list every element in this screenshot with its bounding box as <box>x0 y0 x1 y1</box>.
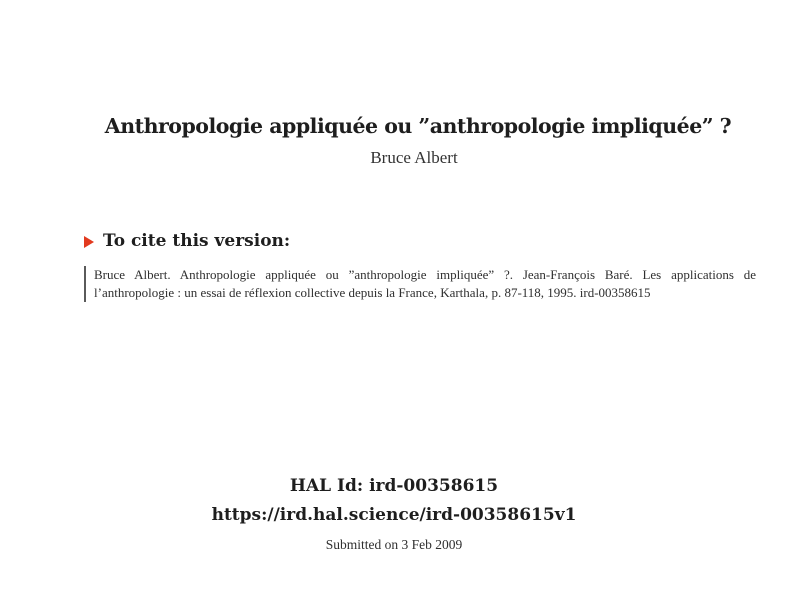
triangle-arrow-icon <box>84 236 94 248</box>
citation-block: Bruce Albert. Anthropologie appliquée ou ”anthropologie impliquée” ?. Jean-François Baré. Les applications de l’anthropologie : un essai de réflexion collective depuis la France, Karthala, p. 87-118, 1995. ird-00358615 <box>84 266 756 302</box>
submitted-date: Submitted on 3 Feb 2009 <box>325 537 463 552</box>
document-author: Bruce Albert <box>370 148 458 167</box>
hal-url-link[interactable]: https://ird.hal.science/ird-00358615v1 <box>211 505 577 525</box>
hal-id: HAL Id: ird-00358615 <box>289 476 499 496</box>
document-title: Anthropologie appliquée ou ”anthropologie impliquée” ? <box>104 114 732 138</box>
cite-heading <box>84 231 290 251</box>
cite-heading-label: To cite this version: <box>103 231 291 251</box>
